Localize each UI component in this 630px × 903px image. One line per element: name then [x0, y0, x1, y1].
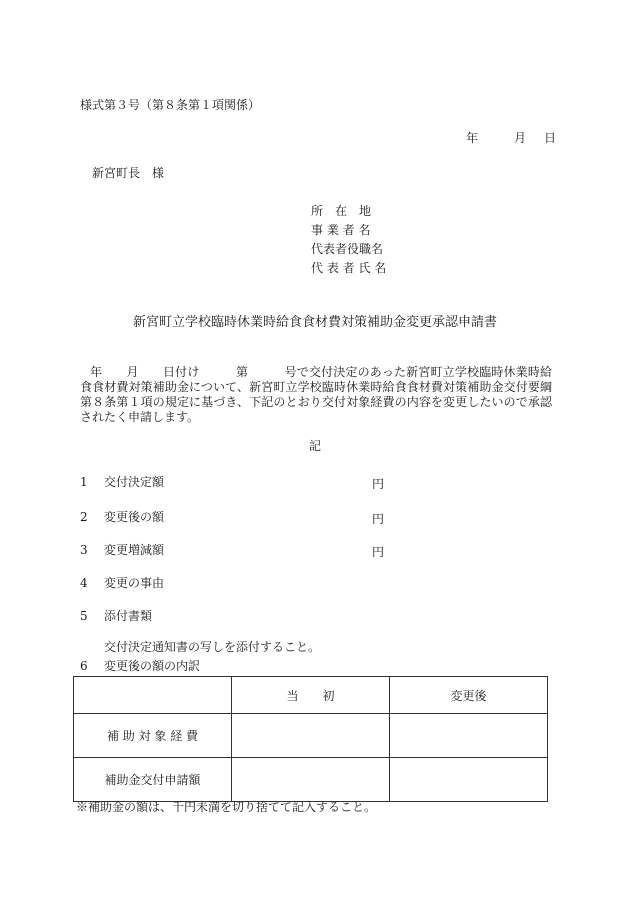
item-number: 2 — [80, 510, 88, 524]
applicant-address-label: 所 在 地 — [311, 204, 372, 218]
item-number: 4 — [80, 576, 88, 590]
item-label: 変更増減額 — [104, 543, 165, 557]
item-number: 5 — [80, 609, 88, 623]
breakdown-table — [73, 676, 548, 802]
cell-changed[interactable] — [390, 714, 548, 758]
footnote: ※補助金の額は、千円未満を切り捨てて記入すること。 — [76, 800, 377, 814]
attachment-instruction: 交付決定通知書の写しを添付すること。 — [104, 640, 321, 654]
date-day: 日 — [544, 131, 557, 145]
cell-changed[interactable] — [390, 758, 548, 802]
item-label: 添付書類 — [104, 609, 153, 623]
date-month: 月 — [514, 131, 527, 145]
yen-unit: 円 — [372, 477, 385, 491]
date-line — [466, 131, 556, 145]
cell-initial[interactable] — [232, 714, 390, 758]
row-label-eligible-expenses: 補 助 対 象 経 費 — [74, 714, 232, 758]
cell-initial[interactable] — [232, 758, 390, 802]
document-title: 新宮町立学校臨時休業時給食食材費対策補助金変更承認申請書 — [132, 315, 497, 330]
table-header-row — [74, 677, 548, 714]
row-label-requested-amount: 補助金交付申請額 — [74, 758, 232, 802]
date-year: 年 — [466, 131, 479, 145]
item-label: 変更後の額 — [104, 510, 165, 524]
applicant-business-name-label: 事 業 者 名 — [311, 223, 371, 237]
table-row — [74, 758, 548, 802]
item-label: 交付決定額 — [104, 475, 165, 489]
table-row — [74, 714, 548, 758]
item-label: 変更の事由 — [104, 576, 165, 590]
header-initial: 当 初 — [232, 677, 390, 714]
applicant-block — [311, 202, 386, 278]
item-number: 6 — [80, 659, 88, 673]
item-number: 3 — [80, 543, 88, 557]
header-changed: 変更後 — [390, 677, 548, 714]
item-number: 1 — [80, 475, 88, 489]
item-label: 変更後の額の内訳 — [104, 659, 201, 673]
addressee: 新宮町長 様 — [92, 166, 165, 180]
yen-unit: 円 — [372, 545, 385, 559]
request-body: 年 月 日付け 第 号で交付決定のあった新宮町立学校臨時休業時給食食材費対策補助金について、新宮町立学校臨時休業時給食食材費対策補助金交付要綱第８条第１項の規定に基づき、下記のとおり交付対象経費の内容を変更したいので承認されたく申請します。 — [80, 365, 552, 424]
applicant-rep-title-label: 代表者役職名 — [311, 242, 384, 256]
yen-unit: 円 — [372, 512, 385, 526]
header-blank-cell — [74, 677, 232, 714]
form-number: 様式第３号（第８条第１項関係） — [80, 98, 261, 112]
applicant-rep-name-label: 代 表 者 氏 名 — [311, 261, 387, 275]
ki-marker: 記 — [308, 439, 321, 453]
